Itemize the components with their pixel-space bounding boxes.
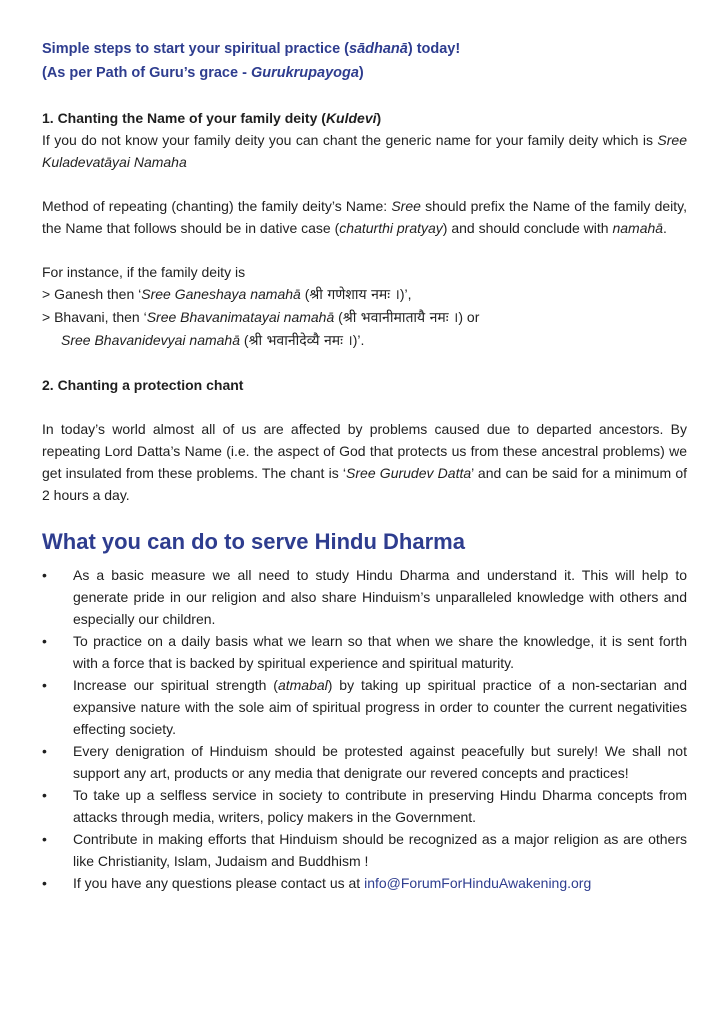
s1p1-generic-name: Sree Kuladevatāyai Namaha	[42, 132, 687, 170]
ex3-chant: Sree Bhavanidevyai namahā	[61, 332, 241, 348]
ex1-devanagari: श्री गणेशाय नमः ।	[309, 287, 400, 303]
serve-title: What you can do to serve Hindu Dharma	[42, 529, 465, 554]
s1p1-text: If you do not know your family deity you can chant the generic name for your family deity which is	[42, 132, 658, 148]
list-item	[42, 740, 687, 784]
section-2-paragraph	[42, 418, 687, 506]
ex1-prefix: > Ganesh then ‘	[42, 286, 142, 302]
bullet-1-text: As a basic measure we all need to study Hindu Dharma and understand it. This will help to generate pride in our religion and also share Hinduism’s unparalleled knowledge with others and especially our children.	[73, 567, 687, 627]
intro-line-2-end: )	[358, 65, 364, 81]
spacer	[42, 85, 687, 107]
bullet-icon: •	[42, 567, 47, 583]
list-item	[42, 674, 687, 740]
section-1-paragraph-1	[42, 129, 687, 173]
ex2-prefix: > Bhavani, then ‘	[42, 309, 147, 325]
s1p2-text-a: Method of repeating (chanting) the family deity’s Name:	[42, 198, 392, 214]
intro-line-1	[42, 37, 687, 61]
section-1-title-text: 1. Chanting the Name of your family deity (	[42, 110, 326, 126]
s2-chant: Sree Gurudev Datta	[346, 465, 472, 481]
s2-text-a: In today’s world almost all of us are affected by problems caused due to departed ancestors. By repeating Lord Datta’s Name (i.e. the aspect of God that protects us from these ancestral problems) we get insulated from these problems. The chant is ‘	[42, 421, 687, 481]
s1p2-text-d: .	[663, 220, 667, 236]
intro-sadhana: sādhanā	[349, 41, 408, 57]
section-1-paragraph-2	[42, 195, 687, 239]
list-item	[42, 630, 687, 674]
intro-line-1-end: ) today!	[407, 41, 461, 57]
list-item	[42, 828, 687, 872]
intro-line-2	[42, 61, 687, 85]
list-item	[42, 784, 687, 828]
bullet-3-text-b: ) by taking up spiritual practice of a non-sectarian and expansive nature with the sole aim of spiritual progress in order to counter the current negativities effecting society.	[73, 677, 687, 737]
spacer	[42, 352, 687, 374]
section-2-title: 2. Chanting a protection chant	[42, 377, 244, 393]
intro-line-1-text: Simple steps to start your spiritual practice (	[42, 41, 349, 57]
intro-gurukrupayoga: Gurukrupayoga	[250, 65, 359, 81]
ex1-chant: Sree Ganeshaya namahā	[141, 286, 301, 302]
bullet-icon: •	[42, 743, 47, 759]
example-bhavani	[42, 306, 687, 329]
bullet-7-text: If you have any questions please contact us at	[73, 875, 365, 891]
spacer	[42, 396, 687, 418]
bullet-icon: •	[42, 875, 47, 891]
ex2-close: ) or	[458, 309, 480, 325]
bullet-3-atmabal: atmabal	[277, 677, 328, 693]
spacer	[42, 506, 687, 528]
bullet-icon: •	[42, 831, 47, 847]
bullet-4-text: Every denigration of Hinduism should be protested against peacefully but surely! We shall not support any art, products or any media that denigrate our revered concepts and practices!	[73, 743, 687, 781]
s2-text-b: ’ and can be said for a minimum of 2 hours a day.	[42, 465, 687, 503]
bullet-5-text: To take up a selfless service in society to contribute in preserving Hindu Dharma concepts from attacks through media, writers, policy makers in the Government.	[73, 787, 687, 825]
s1p2-chaturthi: chaturthi pratyay	[339, 220, 443, 236]
ex1-open: (	[300, 286, 310, 302]
ex2-open: (	[334, 309, 343, 325]
ex3-devanagari: श्री भवानीदेव्यै नमः ।	[248, 333, 353, 349]
ex2-devanagari: श्री भवानीमातायै नमः ।	[342, 310, 459, 326]
document-content	[42, 37, 687, 894]
ex3-close: )’.	[352, 332, 365, 348]
s1p2-text-c: ) and should conclude with	[442, 220, 613, 236]
spacer	[42, 239, 687, 261]
contact-email-link[interactable]: info@ForumForHinduAwakening.org	[364, 875, 592, 891]
s1p2-sree: Sree	[391, 198, 421, 214]
example-ganesh	[42, 283, 687, 306]
spacer	[42, 173, 687, 195]
ex3-open: (	[240, 332, 249, 348]
intro-heading	[42, 37, 687, 85]
serve-list	[42, 564, 687, 894]
s1p2-text-b: should prefix the Name of the family deity, the Name that follows should be in dative case (	[42, 198, 687, 236]
bullet-icon: •	[42, 787, 47, 803]
s1p2-namaha: namahā	[612, 220, 664, 236]
bullet-2-text: To practice on a daily basis what we learn so that when we share the knowledge, it is sent forth with a force that is backed by spiritual experience and spiritual maturity.	[73, 633, 687, 671]
bullet-icon: •	[42, 677, 47, 693]
bullet-icon: •	[42, 633, 47, 649]
section-1-kuldevi: Kuldevi	[325, 110, 377, 126]
bullet-6-text: Contribute in making efforts that Hinduism should be recognized as a major religion as are others like Christianity, Islam, Judaism and Buddhism !	[73, 831, 687, 869]
example-intro: For instance, if the family deity is	[42, 264, 246, 280]
ex1-close: )’,	[399, 286, 412, 302]
bullet-3-text-a: Increase our spiritual strength (	[73, 677, 278, 693]
ex2-chant: Sree Bhavanimatayai namahā	[146, 309, 335, 325]
section-1-title-end: )	[376, 110, 382, 126]
intro-line-2-text: (As per Path of Guru’s grace -	[42, 65, 251, 81]
list-item	[42, 872, 687, 894]
section-1-title	[42, 107, 687, 129]
example-bhavani-alt	[42, 329, 687, 352]
list-item	[42, 564, 687, 630]
